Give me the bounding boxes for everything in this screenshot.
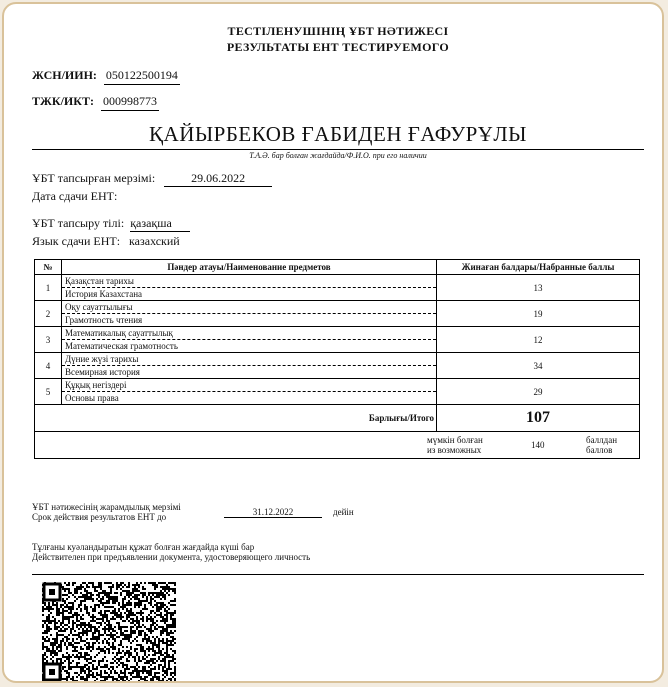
- ikt-row: [32, 94, 159, 111]
- certificate-page: [32, 4, 644, 683]
- row-score: 19: [437, 301, 640, 327]
- iin-value: 050122500194: [104, 68, 180, 85]
- row-score: 34: [437, 353, 640, 379]
- exam-date-row: [32, 171, 272, 187]
- subject-kz: Дүние жүзі тарихы: [62, 353, 436, 366]
- qr-code: [42, 582, 176, 682]
- subject-ru: Основы права: [65, 393, 119, 403]
- exam-lang-value-kz: қазақша: [130, 216, 190, 232]
- name-caption: Т.А.Ә. бар болған жағдайда/Ф.И.О. при его наличии: [249, 151, 427, 160]
- table-row: [35, 275, 640, 301]
- col-subject-header: Пәндер атауы/Наименование предметов: [62, 260, 437, 275]
- subject-ru: Математическая грамотность: [65, 341, 178, 351]
- points-label-kz: баллдан: [586, 435, 618, 445]
- validity-label-ru: Срок действия результатов ЕНТ до: [32, 512, 167, 522]
- title-kz: ТЕСТІЛЕНУШІНІҢ ҰБТ НӘТИЖЕСІ: [227, 24, 449, 38]
- subject-kz: Оқу сауаттылығы: [62, 301, 436, 314]
- table-row: [35, 353, 640, 379]
- possible-row: [35, 432, 640, 459]
- total-row: [35, 405, 640, 432]
- subject-ru: История Казахстана: [65, 289, 143, 299]
- document-frame: [2, 2, 664, 683]
- subject-ru: Грамотность чтения: [65, 315, 143, 325]
- row-score: 29: [437, 379, 640, 405]
- exam-lang-value-ru: казахский: [129, 234, 180, 248]
- row-subject: [62, 353, 437, 379]
- validity-suffix: дейін: [333, 507, 354, 517]
- exam-lang-label-kz: ҰБТ тапсыру тілі:: [32, 216, 125, 230]
- exam-date-value: 29.06.2022: [164, 171, 272, 187]
- row-score: 13: [437, 275, 640, 301]
- row-num: 1: [35, 275, 62, 301]
- separator-line: [32, 574, 644, 575]
- subject-ru: Всемирная история: [65, 367, 140, 377]
- subject-kz: Математикалық сауаттылық: [62, 327, 436, 340]
- row-subject: [62, 327, 437, 353]
- total-value: 107: [437, 405, 640, 432]
- results-table: [34, 259, 640, 459]
- iin-label: ЖСН/ИИН:: [32, 68, 97, 82]
- results-header-row: [35, 260, 640, 275]
- col-score-header: Жинаған балдары/Набранные баллы: [437, 260, 640, 275]
- row-num: 2: [35, 301, 62, 327]
- exam-lang-row-kz: [32, 216, 190, 232]
- table-row: [35, 301, 640, 327]
- title-ru: РЕЗУЛЬТАТЫ ЕНТ ТЕСТИРУЕМОГО: [226, 40, 450, 54]
- table-row: [35, 327, 640, 353]
- possible-label-kz: мүмкін болған: [427, 435, 483, 445]
- name-underline: [32, 149, 644, 150]
- exam-date-label-kz: ҰБТ тапсырған мерзімі:: [32, 171, 156, 185]
- row-num: 4: [35, 353, 62, 379]
- row-subject: [62, 275, 437, 301]
- exam-date-label-ru: Дата сдачи ЕНТ:: [32, 189, 118, 203]
- points-label-ru: баллов: [586, 445, 613, 455]
- note-ru: Действителен при предъявлении документа, удостоверяющего личность: [32, 552, 311, 562]
- row-num: 3: [35, 327, 62, 353]
- row-subject: [62, 379, 437, 405]
- total-label: Барлығы/Итого: [35, 405, 437, 432]
- exam-lang-label-ru: Язык сдачи ЕНТ:: [32, 234, 121, 248]
- possible-cell: [35, 432, 640, 459]
- row-subject: [62, 301, 437, 327]
- validity-date: 31.12.2022: [224, 507, 322, 518]
- subject-kz: Құқық негіздері: [62, 379, 436, 392]
- full-name: ҚАЙЫРБЕКОВ ҒАБИДЕН ҒАФУРҰЛЫ: [149, 122, 527, 146]
- possible-value: 140: [531, 440, 545, 450]
- exam-lang-row-ru: [32, 234, 180, 249]
- row-score: 12: [437, 327, 640, 353]
- validity-label-kz: ҰБТ нәтижесінің жарамдылық мерзімі: [32, 502, 181, 512]
- iin-row: [32, 68, 180, 85]
- table-row: [35, 379, 640, 405]
- subject-kz: Қазақстан тарихы: [62, 275, 436, 288]
- col-num-header: №: [35, 260, 62, 275]
- ikt-value: 000998773: [101, 94, 159, 111]
- note-kz: Тұлғаны куәландыратын құжат болған жағдайда күші бар: [32, 542, 255, 552]
- row-num: 5: [35, 379, 62, 405]
- possible-label-ru: из возможных: [427, 445, 482, 455]
- ikt-label: ТЖК/ИКТ:: [32, 94, 94, 108]
